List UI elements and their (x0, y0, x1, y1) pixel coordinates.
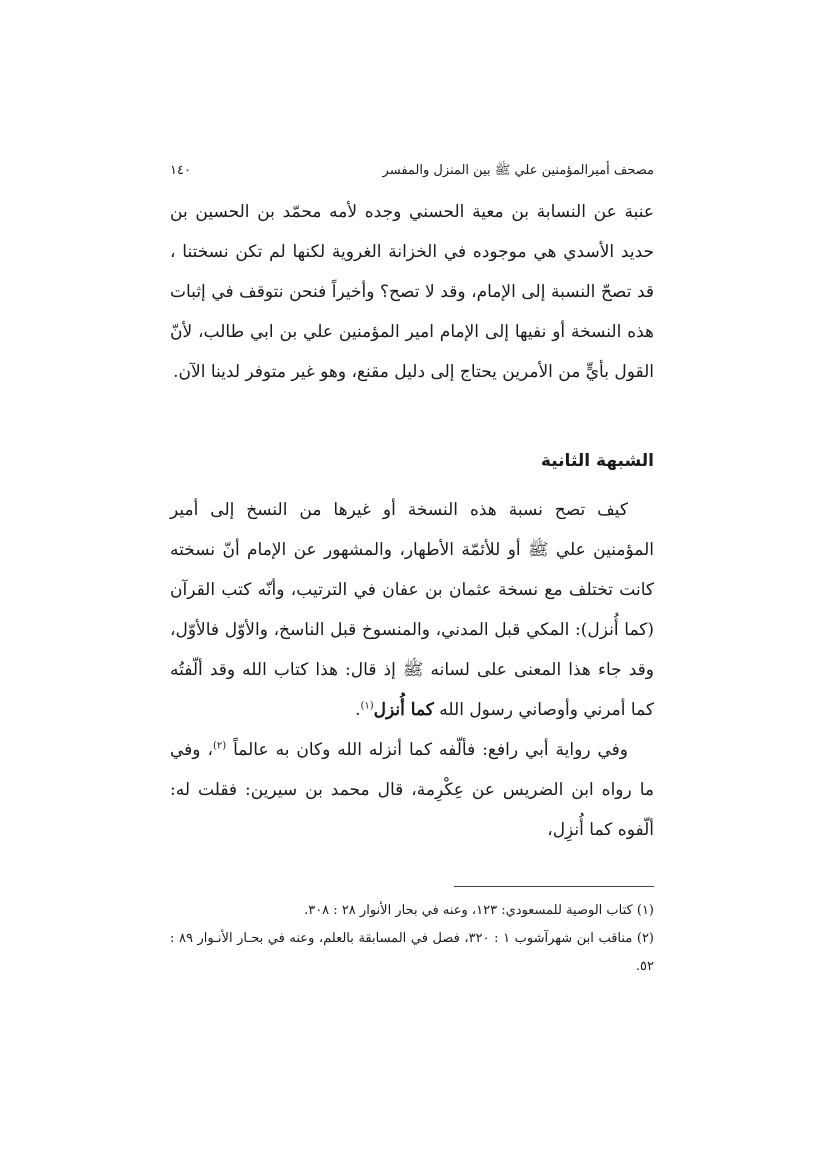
footnote-ref-1[interactable]: (١) (360, 700, 374, 712)
paragraph-3-text-a: وفي رواية أبي رافع: فألّفه كما أنزله الله وكان به عالماً (233, 740, 629, 760)
page-header (170, 160, 654, 182)
footnote-divider (454, 886, 654, 887)
page-number: ١٤٠ (170, 163, 191, 178)
running-title: مصحف أميرالمؤمنين علي ﷺ بين المنزل والمفسر (382, 163, 654, 178)
paragraph-1: عنبة عن النسابة بن معية الحسني وجده لأمه محمّد بن الحسين بن حديد الأسدي هي موجوده في الخزانة الغروية لكنها لم تكن نسختنا ، قد تصحّ النسبة إلى الإمام، وقد لا تصح؟ وأخيراً فنحن نتوقف في إثبات هذه النسخة أو نفيها إلى الإمام امير المؤمنين علي بن ابي طالب، لأنّ القول بأيٍّ من الأمرين يحتاج إلى دليل مقنع، وهو غير متوفر لدينا الآن. (170, 202, 654, 382)
paragraph-2-end: . (355, 700, 361, 720)
paragraph-3 (170, 730, 654, 850)
paragraph-3-text-b: ، وفي ما رواه ابن الضريس عن عِكْرِمة، قال محمد بن سيرين: فقلت له: ألّفوه كما أُنزِل، (170, 740, 654, 840)
paragraph-2 (170, 490, 654, 730)
footnote-1: (١) كتاب الوصية للمسعودي: ١٢٣، وعنه في بحار الأنوار ٢٨ : ٣٠٨. (304, 903, 654, 918)
paragraph-2-bold-quote: كما أُنزل (373, 700, 434, 720)
paragraph-2-text: كيف تصح نسبة هذه النسخة أو غيرها من النسخ إلى أمير المؤمنين علي ﷺ أو للأئمّة الأطهار، والمشهور عن الإمام أنّ نسخته كانت تختلف مع نسخة عثمان بن عفان في الترتيب، وأنّه كتب القرآن (كما أُنزل): المكي قبل المدني، والمنسوخ قبل الناسخ، والأوّل فالأوّل، وقد جاء هذا المعنى على لسانه ﷺ إذ قال: هذا كتاب الله وقد ألّفتُه كما أمرني وأوصاني رسول الله (170, 500, 654, 720)
section-heading: الشبهة الثانية (540, 451, 654, 471)
book-page (170, 160, 654, 981)
footnote-2: (٢) مناقب ابن شهرآشوب ١ : ٣٢٠، فصل في المسابقة بالعلم، وعنه في بحـار الأنـوار ٨٩ : ٥٢. (170, 931, 654, 974)
footnote-ref-2[interactable]: (٢) (212, 740, 227, 752)
